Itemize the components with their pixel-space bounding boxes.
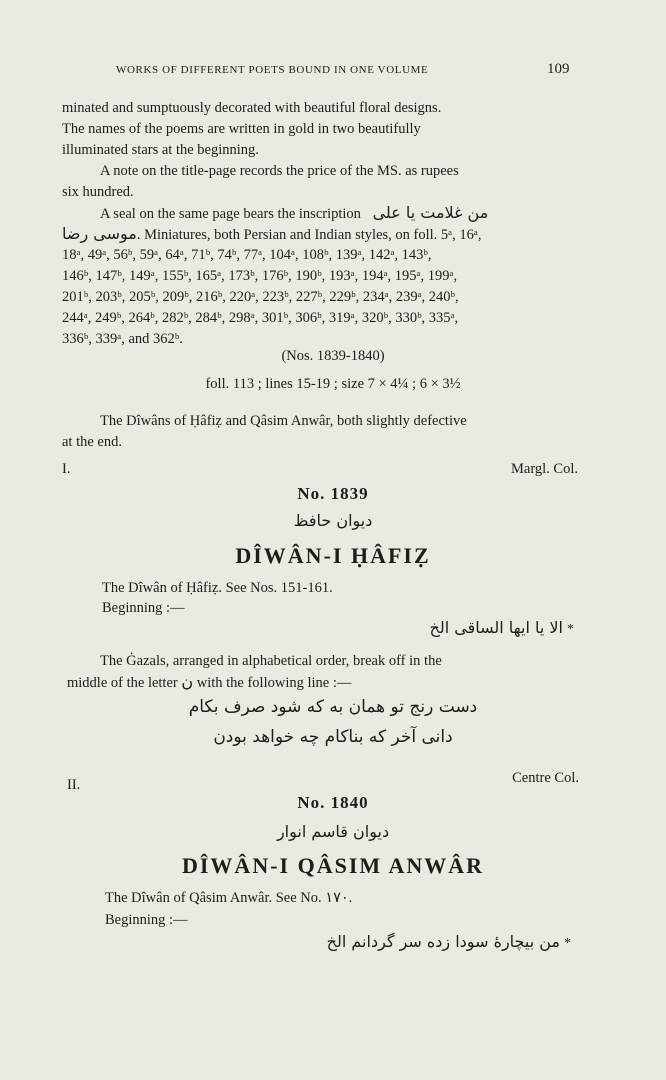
entry-number: No. 1839 [297,484,369,503]
seal-inscription-cont: موسی رضا [62,224,137,243]
incipit [327,932,571,952]
running-header: WORKS OF DIFFERENT POETS BOUND IN ONE VOLUME [116,64,429,76]
entry-title: DÎWÂN-I QÂSIM ANWÂR [181,853,484,878]
text-line: The names of the poems are written in gold in two beautifully [62,121,421,137]
star-icon: * [564,936,571,951]
verse-line: دست رنج تو همان به که شود صرف بکام [188,697,478,717]
text-line: 336ᵇ, 339ᵃ, and 362ᵇ. [62,331,183,347]
entry-reference: The Dîwân of Qâsim Anwâr. See No. ۱۷۰. [105,890,353,906]
incipit-text: من بیچارهٔ سودا زده سر گردانم الخ [326,932,560,951]
text-line: six hundred. [62,184,134,200]
entry-number: No. 1840 [297,793,369,812]
text-line: The Ġazals, arranged in alphabetical order, break off in the [100,653,442,669]
entry-numeral: I. [62,461,71,477]
text-line: minated and sumptuously decorated with beautiful floral designs. [62,100,442,116]
volume-collation: foll. 113 ; lines 15-19 ; size 7 × 4¼ ; 6 × 3½ [205,376,461,392]
volume-description: The Dîwâns of Ḥâfiẓ and Qâsim Anwâr, both slightly defective [100,413,467,429]
page-number: 109 [547,61,570,77]
note-text: with the following line :— [196,675,352,691]
entry-reference: The Dîwân of Ḥâfiẓ. See Nos. 151-161. [102,580,333,596]
text-line: 244ᵃ, 249ᵇ, 264ᵇ, 282ᵇ, 284ᵇ, 298ᵃ, 301ᵇ, 306ᵇ, 319ᵃ, 320ᵇ, 330ᵇ, 335ᵃ, [62,310,459,326]
seal-intro: A seal on the same page bears the inscription [100,206,361,222]
text-line: 146ᵇ, 147ᵇ, 149ᵃ, 155ᵇ, 165ᵃ, 173ᵇ, 176ᵇ, 190ᵇ, 193ᵃ, 194ᵃ, 195ᵃ, 199ᵃ, [62,268,458,284]
text-line [100,203,488,224]
volume-description: at the end. [62,434,122,450]
entry-numeral: II. [67,777,81,793]
text-line: A note on the title-page records the price of the MS. as rupees [100,163,459,179]
beginning-label: Beginning :— [105,912,188,928]
persian-title: دیوان قاسم انوار [276,822,390,841]
text-line [67,672,351,693]
note-text: middle of the letter [67,675,178,691]
column-label: Centre Col. [512,770,579,786]
column-label: Margl. Col. [511,461,578,477]
miniatures-text: . Miniatures, both Persian and Indian styles, on foll. 5ᵃ, 16ᵃ, [136,227,482,243]
incipit [430,618,575,638]
volume-nos: (Nos. 1839-1840) [281,348,385,364]
persian-title: دیوان حافظ [293,511,373,530]
incipit-text: الا یا ایها الساقی الخ [429,618,563,637]
verse-line: دانی آخر که بناکام چه خواهد بودن [213,727,453,747]
star-icon: * [567,622,574,637]
entry-title: DÎWÂN-I ḤÂFIẒ [235,543,431,568]
letter-glyph: ن [181,672,194,691]
text-line: illuminated stars at the beginning. [62,142,259,158]
text-line: 201ᵇ, 203ᵇ, 205ᵇ, 209ᵇ, 216ᵇ, 220ᵃ, 223ᵇ, 227ᵇ, 229ᵇ, 234ᵃ, 239ᵃ, 240ᵇ, [62,289,459,305]
beginning-label: Beginning :— [102,600,185,616]
text-line [62,224,481,245]
text-line: 18ᵃ, 49ᵃ, 56ᵇ, 59ᵃ, 64ᵃ, 71ᵇ, 74ᵇ, 77ᵃ, 104ᵃ, 108ᵇ, 139ᵃ, 142ᵃ, 143ᵇ, [62,247,432,263]
seal-inscription: من غلامت یا علی [372,203,489,222]
